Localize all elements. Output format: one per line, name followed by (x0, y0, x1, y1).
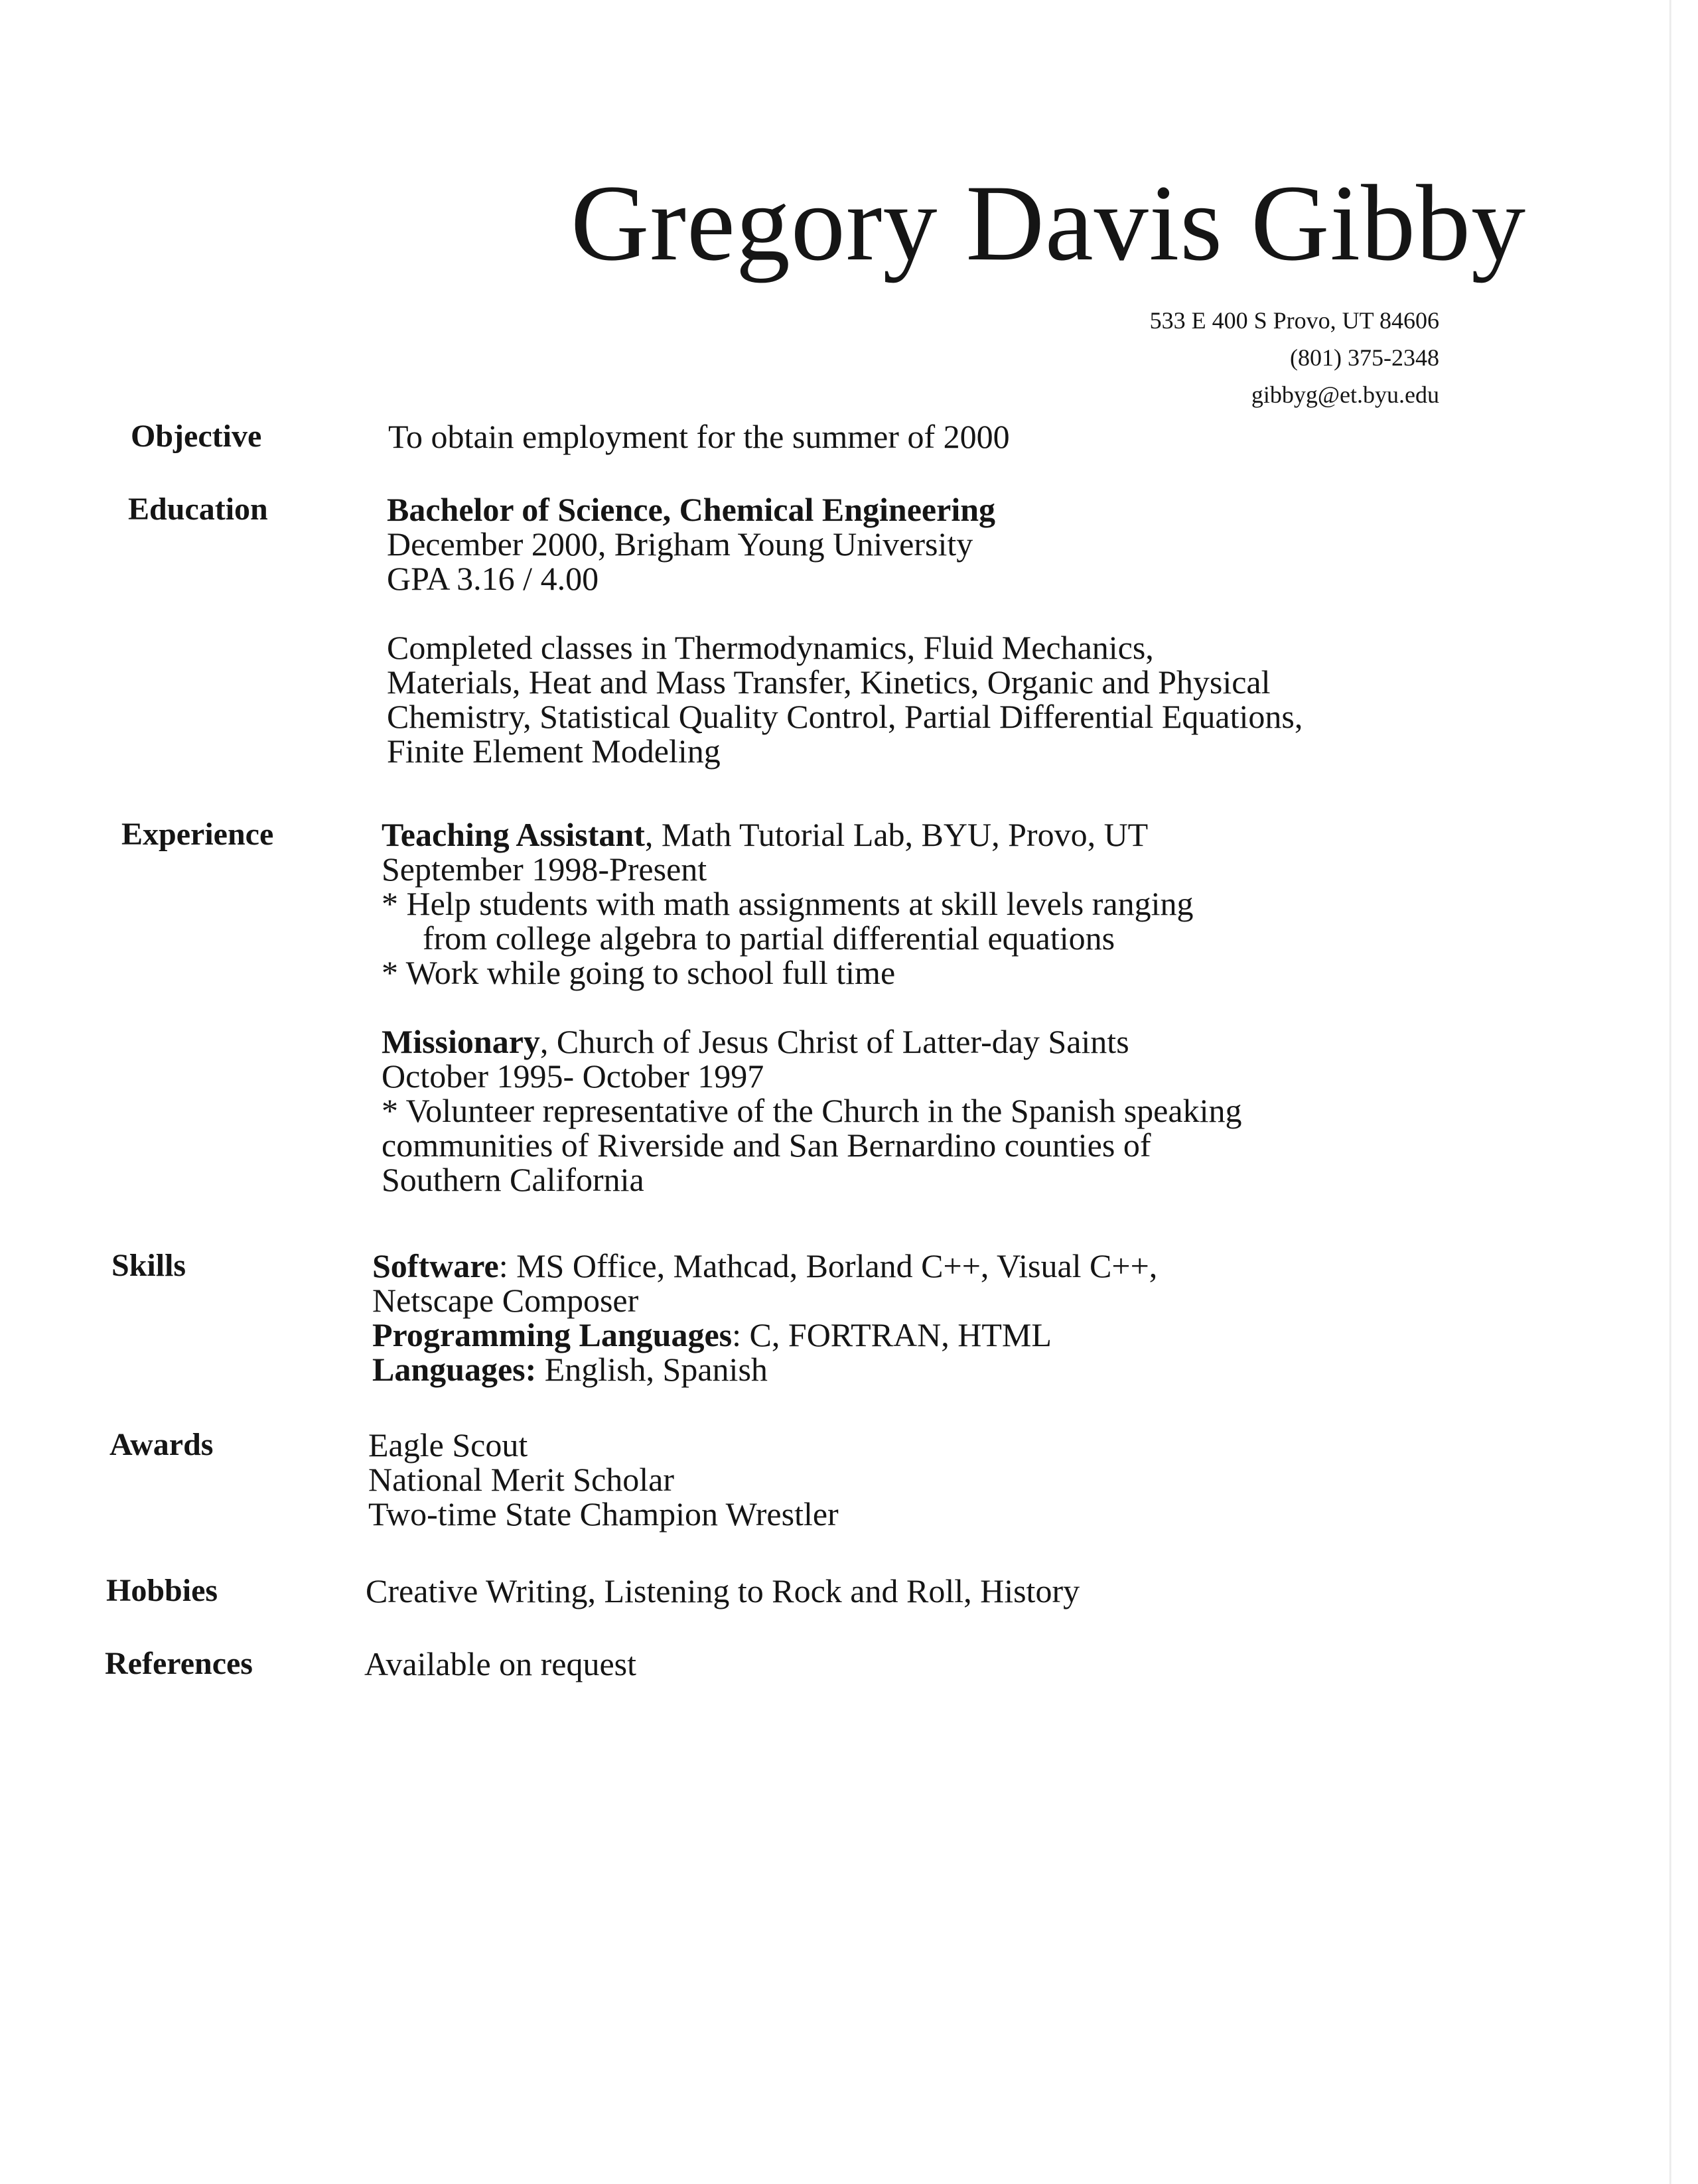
awards-content (368, 1428, 839, 1531)
job-title: Missionary (382, 1023, 540, 1060)
education-label: Education (128, 492, 268, 527)
job-bullet-cont: from college algebra to partial differential equations (423, 920, 1115, 957)
software-line-cont: Netscape Composer (372, 1282, 639, 1319)
programming-line (372, 1318, 1157, 1352)
languages-list: English, Spanish (536, 1351, 768, 1388)
software-label: Software (372, 1247, 499, 1284)
job-title: Teaching Assistant (382, 816, 645, 853)
job-heading (382, 1024, 1241, 1059)
classes-line: Finite Element Modeling (387, 732, 721, 770)
languages-label: Languages: (372, 1351, 537, 1388)
objective-text (388, 419, 1010, 454)
skills-label: Skills (111, 1248, 186, 1283)
hobbies-text: Creative Writing, Listening to Rock and Roll, History (366, 1572, 1080, 1609)
job-heading (382, 817, 1241, 852)
awards-label: Awards (109, 1427, 214, 1462)
objective-line: To obtain employment for the summer of 2000 (388, 418, 1010, 455)
email: gibbyg@et.byu.edu (1251, 381, 1439, 408)
skills-content (372, 1249, 1157, 1387)
degree: Bachelor of Science, Chemical Engineering (387, 491, 996, 528)
classes-line: Completed classes in Thermodynamics, Fluid Mechanics, (387, 629, 1154, 666)
software-list: : MS Office, Mathcad, Borland C++, Visual C++, (498, 1247, 1158, 1284)
job-bullet: * Volunteer representative of the Church in the Spanish speaking (382, 1092, 1242, 1129)
hobbies-label: Hobbies (106, 1573, 218, 1608)
objective-label: Objective (131, 419, 262, 454)
classes-line: Chemistry, Statistical Quality Control, Partial Differential Equations, (387, 698, 1303, 735)
award-item: National Merit Scholar (368, 1461, 674, 1498)
award-item: Eagle Scout (368, 1426, 528, 1464)
programming-label: Programming Languages (372, 1316, 733, 1353)
contact-block (1150, 302, 1439, 413)
job-bullet: * Help students with math assignments at skill levels ranging (382, 885, 1194, 922)
experience-label: Experience (121, 817, 274, 852)
job-bullet: * Work while going to school full time (382, 954, 896, 991)
applicant-name: Gregory Davis Gibby (571, 163, 1527, 283)
education-content (387, 492, 1303, 768)
languages-line (372, 1352, 1157, 1387)
award-item: Two-time State Champion Wrestler (368, 1495, 839, 1533)
phone: (801) 375-2348 (1290, 344, 1439, 371)
job-org: , Church of Jesus Christ of Latter-day Saints (539, 1023, 1129, 1060)
job-bullet-cont: communities of Riverside and San Bernardino counties of (382, 1126, 1151, 1164)
classes-line: Materials, Heat and Mass Transfer, Kinetics, Organic and Physical (387, 663, 1271, 701)
references-text: Available on request (364, 1645, 637, 1682)
page-edge-shadow (1669, 0, 1671, 2184)
job-dates: September 1998-Present (382, 851, 707, 888)
references-label: References (105, 1646, 253, 1681)
gpa: GPA 3.16 / 4.00 (387, 560, 599, 597)
programming-list: : C, FORTRAN, HTML (732, 1316, 1052, 1353)
software-line (372, 1249, 1157, 1283)
job-bullet-cont: Southern California (382, 1161, 644, 1198)
job-org: , Math Tutorial Lab, BYU, Provo, UT (644, 816, 1149, 853)
experience-content (382, 817, 1241, 1197)
address: 533 E 400 S Provo, UT 84606 (1149, 307, 1439, 334)
job-dates: October 1995- October 1997 (382, 1058, 764, 1095)
date-school: December 2000, Brigham Young University (387, 525, 973, 563)
